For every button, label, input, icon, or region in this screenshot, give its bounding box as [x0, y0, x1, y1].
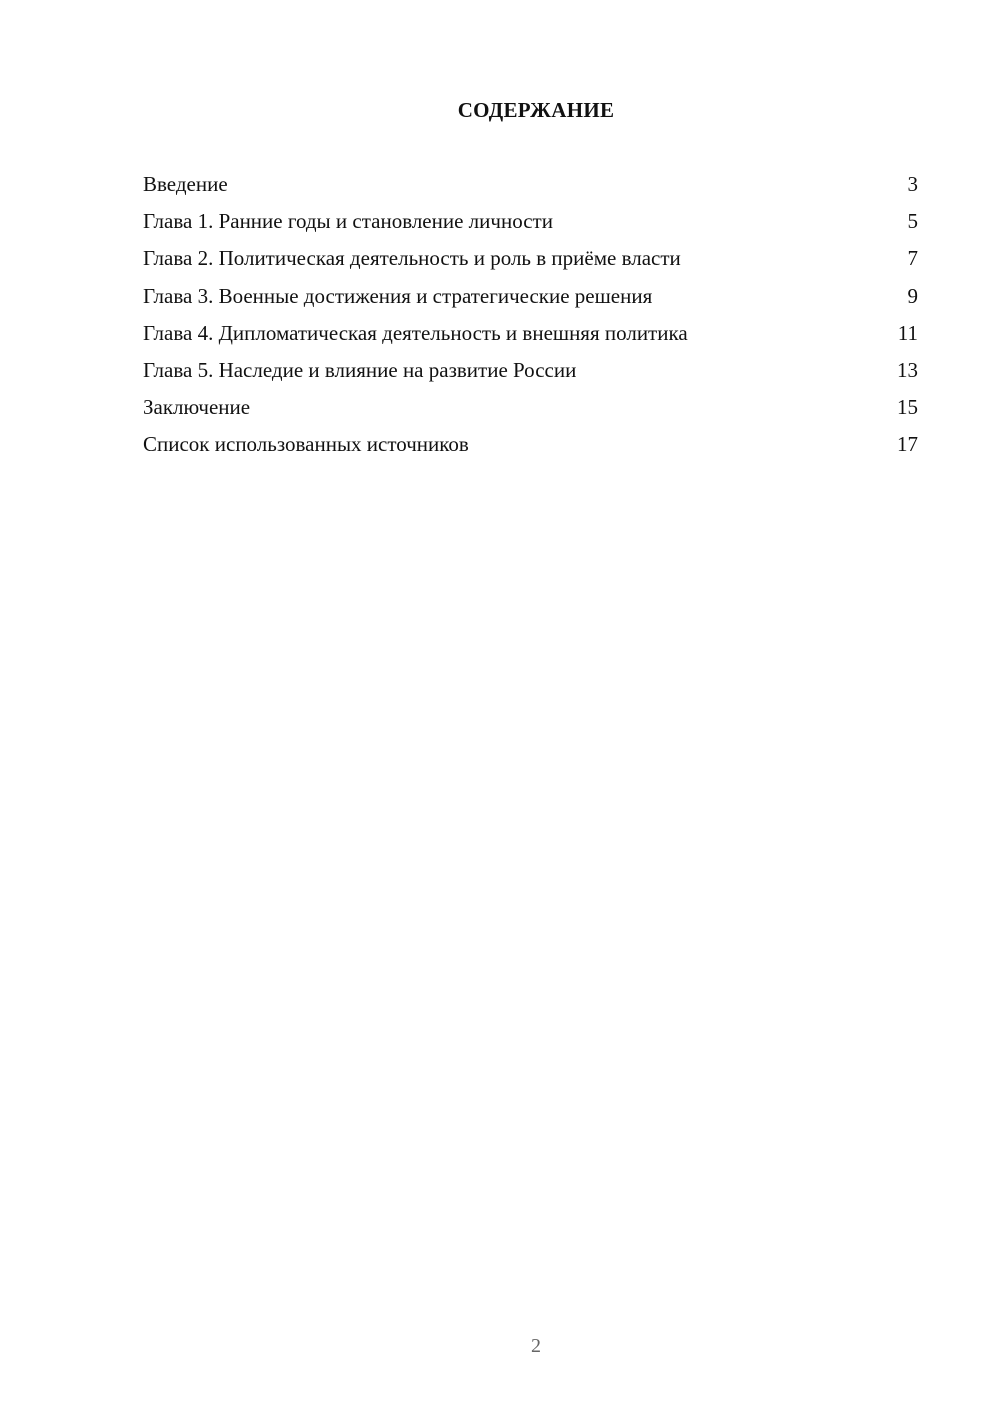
toc-entry-conclusion[interactable]	[143, 392, 918, 429]
toc-entry-title: Глава 1. Ранние годы и становление личности	[143, 209, 553, 234]
page-number: 2	[531, 1335, 541, 1357]
table-of-contents	[143, 169, 918, 467]
toc-entry-title: Глава 2. Политическая деятельность и роль в приёме власти	[143, 246, 681, 271]
toc-entry-title: Введение	[143, 172, 228, 196]
toc-entry-page: 7	[907, 246, 918, 271]
toc-entry-references[interactable]	[143, 429, 918, 466]
toc-entry-chapter-1[interactable]	[143, 206, 918, 243]
toc-entry-page: 13	[897, 357, 918, 382]
toc-entry-title: Глава 4. Дипломатическая деятельность и внешняя политика	[143, 320, 688, 345]
toc-entry-chapter-5[interactable]	[143, 355, 918, 392]
toc-entry-page: 9	[907, 283, 918, 308]
toc-entry-title: Заключение	[143, 395, 251, 420]
toc-entry-introduction[interactable]	[143, 169, 918, 206]
page-title: СОДЕРЖАНИЕ	[457, 98, 615, 122]
toc-entry-title: Список использованных источников	[143, 432, 469, 457]
toc-entry-page: 17	[897, 432, 918, 457]
toc-entry-page: 3	[907, 172, 918, 196]
toc-entry-page: 5	[907, 209, 918, 234]
toc-entry-page: 15	[897, 395, 918, 420]
toc-entry-title: Глава 3. Военные достижения и стратегические решения	[143, 283, 653, 308]
toc-entry-title: Глава 5. Наследие и влияние на развитие России	[143, 357, 577, 382]
toc-entry-chapter-4[interactable]	[143, 318, 918, 355]
toc-entry-chapter-2[interactable]	[143, 243, 918, 280]
toc-entry-page: 11	[897, 320, 918, 345]
toc-entry-chapter-3[interactable]	[143, 281, 918, 318]
